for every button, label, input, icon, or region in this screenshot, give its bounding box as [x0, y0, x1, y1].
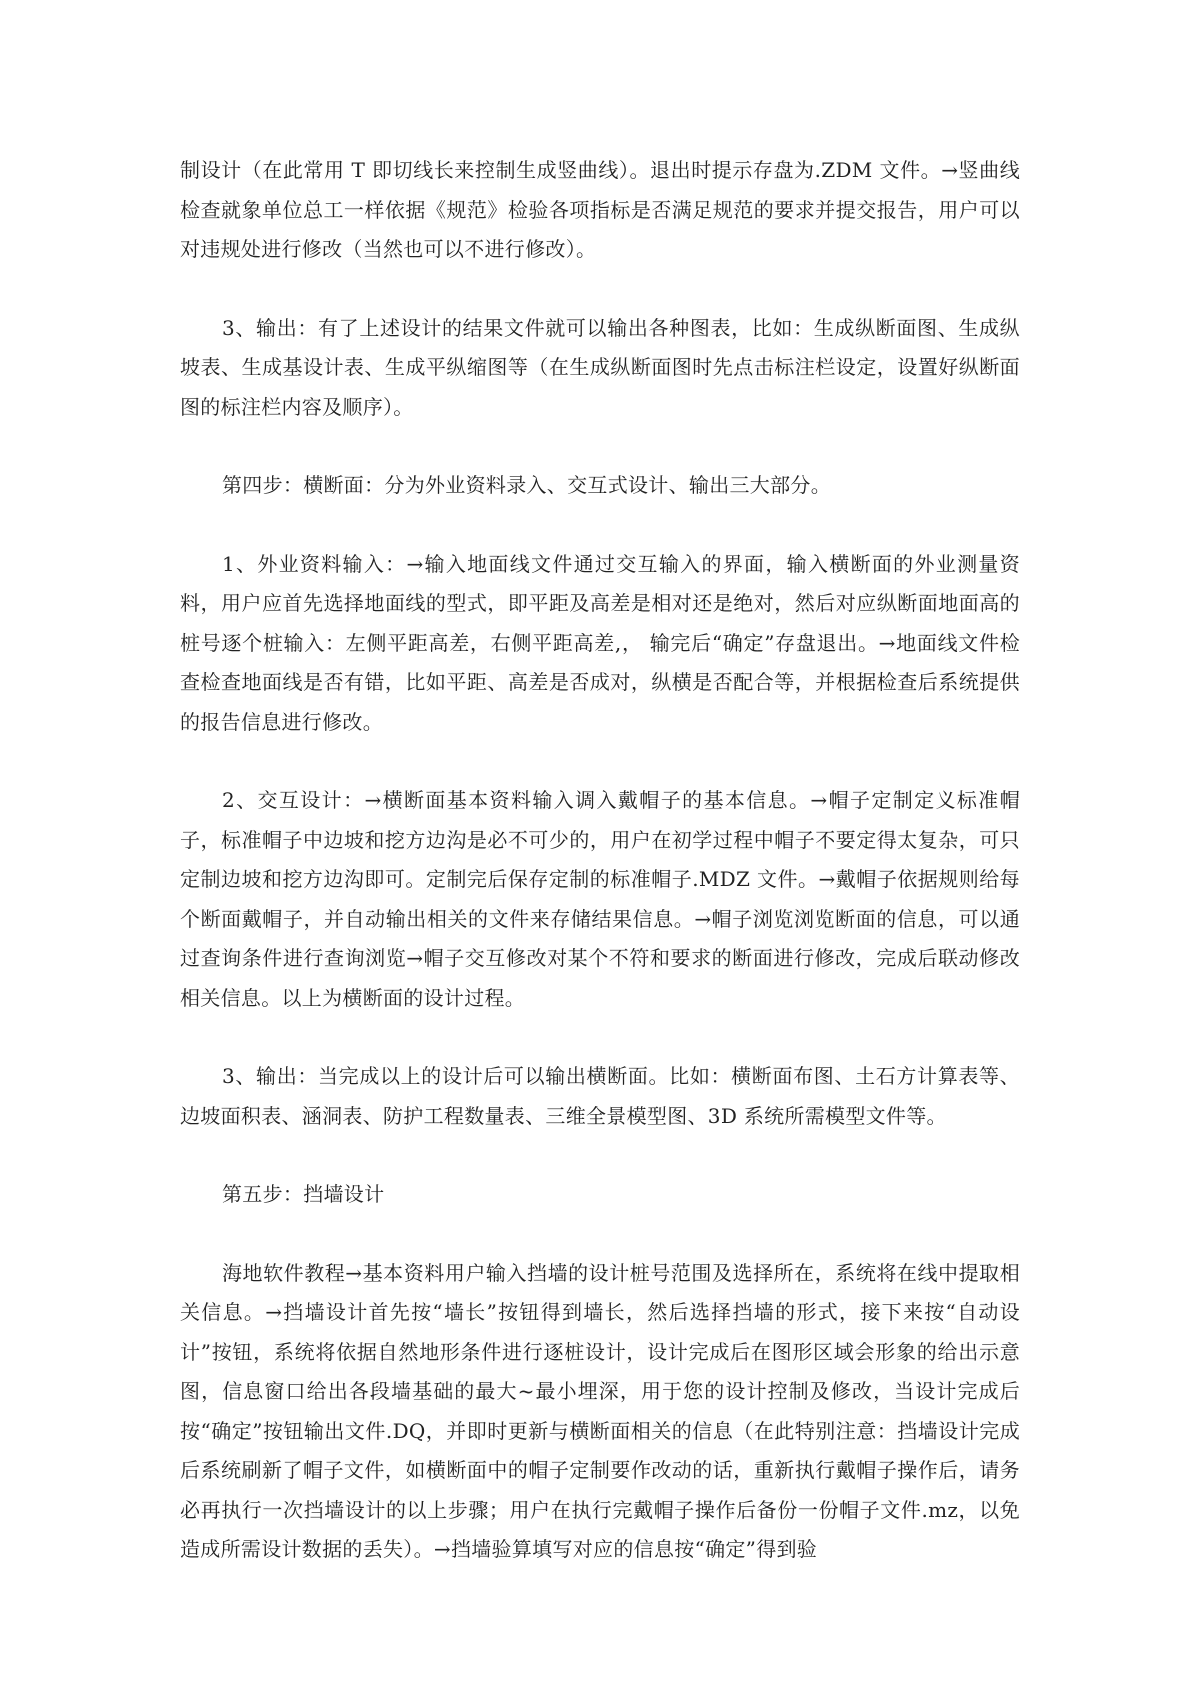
- heading-step-five-retaining-wall: 第五步：挡墙设计: [222, 1182, 385, 1206]
- paragraph-cross-section-output: 3、输出：当完成以上的设计后可以输出横断面。比如：横断面布图、土石方计算表等、边坡面积表、涵洞表、防护工程数量表、三维全景模型图、3D 系统所需模型文件等。: [180, 1064, 1020, 1128]
- paragraph-interactive-design: 2、交互设计：→横断面基本资料输入调入戴帽子的基本信息。→帽子定制定义标准帽子，标准帽子中边坡和挖方边沟是必不可少的，用户在初学过程中帽子不要定得太复杂，可只定制边坡和挖方边沟即可。定制完后保存定制的标准帽子.MDZ 文件。→戴帽子依据规则给每个断面戴帽子，并自动输出相关的文件来存储结果信息。→帽子浏览浏览断面的信息，可以通过查询条件进行查询浏览→帽子交互修改对某个不符和要求的断面进行修改，完成后联动修改相关信息。以上为横断面的设计过程。: [180, 788, 1020, 1010]
- paragraph-profile-output: 3、输出：有了上述设计的结果文件就可以输出各种图表，比如：生成纵断面图、生成纵坡表、生成基设计表、生成平纵缩图等（在生成纵断面图时先点击标注栏设定，设置好纵断面图的标注栏内容及顺序）。: [180, 315, 1020, 419]
- paragraph-field-data-input: 1、外业资料输入：→输入地面线文件通过交互输入的界面，输入横断面的外业测量资料，用户应首先选择地面线的型式，即平距及高差是相对还是绝对，然后对应纵断面地面高的桩号逐个桩输入：左侧平距高差，右侧平距高差,， 输完后“确定”存盘退出。→地面线文件检查检查地面线是否有错，比如平距、高差是否成对，纵横是否配合等，并根据检查后系统提供的报告信息进行修改。: [180, 551, 1020, 734]
- paragraph-vertical-curve-check: 制设计（在此常用 T 即切线长来控制生成竖曲线）。退出时提示存盘为.ZDM 文件。→竖曲线检查就象单位总工一样依据《规范》检验各项指标是否满足规范的要求并提交报告，用户可以对违规处进行修改（当然也可以不进行修改）。: [180, 158, 1020, 261]
- document-body: [180, 151, 1020, 1609]
- paragraph-retaining-wall-design: 海地软件教程→基本资料用户输入挡墙的设计桩号范围及选择所在，系统将在线中提取相关信息。→挡墙设计首先按“墙长”按钮得到墙长，然后选择挡墙的形式，接下来按“自动设计”按钮，系统将依据自然地形条件进行逐桩设计，设计完成后在图形区域会形象的给出示意图，信息窗口给出各段墙基础的最大~最小埋深，用于您的设计控制及修改，当设计完成后按“确定”按钮输出文件.DQ，并即时更新与横断面相关的信息（在此特别注意：挡墙设计完成后系统刷新了帽子文件，如横断面中的帽子定制要作改动的话，重新执行戴帽子操作后，请务必再执行一次挡墙设计的以上步骤；用户在执行完戴帽子操作后备份一份帽子文件.mz，以免造成所需设计数据的丢失）。→挡墙验算填写对应的信息按“确定”得到验: [180, 1260, 1020, 1561]
- heading-step-four-cross-section: 第四步：横断面：分为外业资料录入、交互式设计、输出三大部分。: [222, 473, 831, 497]
